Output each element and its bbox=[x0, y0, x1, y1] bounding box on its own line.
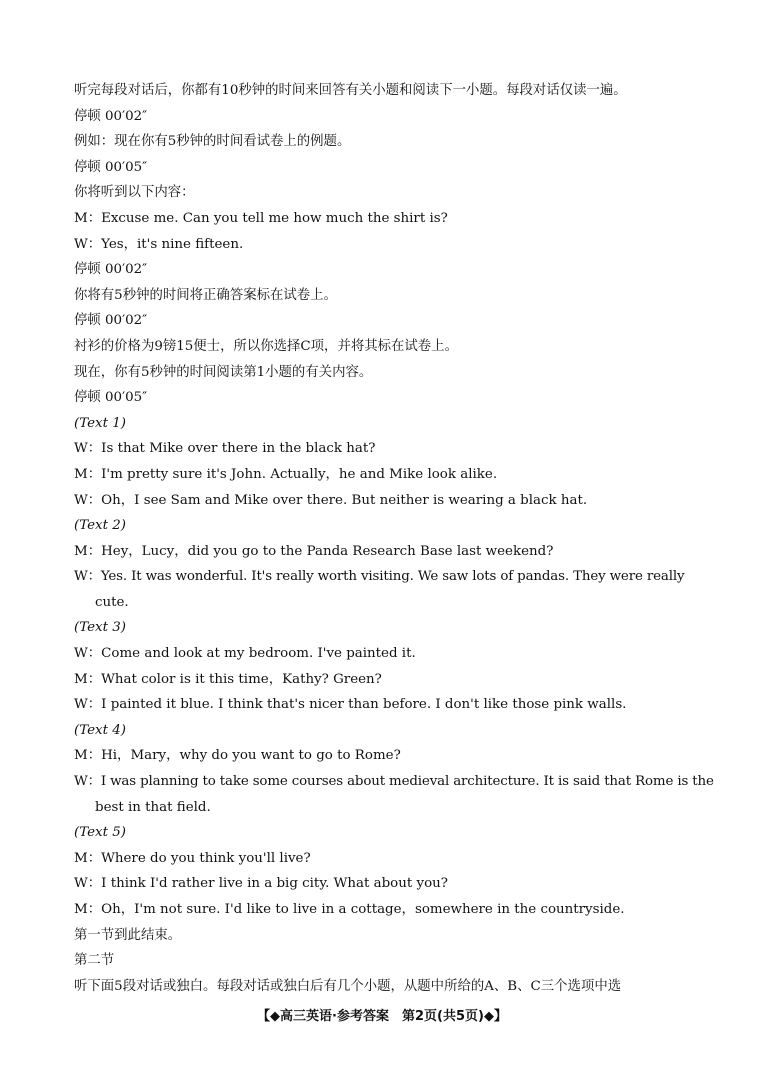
text-label: (Text 5) bbox=[74, 825, 126, 841]
dialogue-line: M：Excuse me. Can you tell me how much the shirt is? bbox=[74, 210, 448, 226]
dialogue-line: W：Yes，it's nine fifteen. bbox=[74, 236, 244, 252]
pause-marker: 停顿 00′05″ bbox=[74, 390, 148, 406]
dialogue-line: M：What color is it this time，Kathy? Green? bbox=[74, 671, 382, 687]
dialogue-line: W：I think I'd rather live in a big city. What about you? bbox=[74, 876, 448, 892]
pause-marker: 停顿 00′05″ bbox=[74, 159, 148, 175]
example-line: 例如：现在你有5秒钟的时间看试卷上的例题。 bbox=[74, 134, 351, 150]
text-label: (Text 4) bbox=[74, 722, 126, 738]
dialogue-line-continued: best in that field. bbox=[95, 799, 211, 815]
section-end: 第一节到此结束。 bbox=[74, 927, 182, 943]
text-label: (Text 2) bbox=[74, 518, 126, 534]
pause-marker: 停顿 00′02″ bbox=[74, 262, 148, 278]
section-heading: 第二节 bbox=[74, 953, 115, 969]
instruction-line: 你将听到以下内容： bbox=[74, 185, 195, 201]
dialogue-line: M：Hey，Lucy，did you go to the Panda Research Base last weekend? bbox=[74, 543, 554, 559]
dialogue-line: M：Hi，Mary，why do you want to go to Rome? bbox=[74, 748, 401, 764]
pause-marker: 停顿 00′02″ bbox=[74, 108, 148, 124]
dialogue-line-continued: cute. bbox=[95, 594, 129, 610]
text-label: (Text 1) bbox=[74, 415, 126, 431]
document-body bbox=[74, 78, 714, 999]
instruction-line: 听完每段对话后，你都有10秒钟的时间来回答有关小题和阅读下一小题。每段对话仅读一遍。 bbox=[74, 83, 627, 98]
text-label: (Text 3) bbox=[74, 620, 126, 636]
dialogue-line: W：Come and look at my bedroom. I've painted it. bbox=[74, 646, 416, 662]
instruction-line: 你将有5秒钟的时间将正确答案标在试卷上。 bbox=[74, 287, 337, 303]
dialogue-line: W：I painted it blue. I think that's nicer than before. I don't like those pink walls. bbox=[74, 697, 627, 713]
dialogue-line: W：I was planning to take some courses about medieval architecture. It is said that Rome is the bbox=[74, 774, 714, 790]
dialogue-line: M：I'm pretty sure it's John. Actually，he and Mike look alike. bbox=[74, 466, 498, 482]
dialogue-line: M：Where do you think you'll live? bbox=[74, 850, 311, 866]
instruction-line: 听下面5段对话或独白。每段对话或独白后有几个小题，从题中所给的A、B、C三个选项中选 bbox=[74, 978, 622, 994]
instruction-line: 衬衫的价格为9镑15便士，所以你选择C项，并将其标在试卷上。 bbox=[74, 338, 458, 354]
dialogue-line: M：Oh，I'm not sure. I'd like to live in a cottage，somewhere in the countryside. bbox=[74, 902, 625, 917]
dialogue-line: W：Yes. It was wonderful. It's really worth visiting. We saw lots of pandas. They were really bbox=[74, 569, 685, 585]
dialogue-line: W：Is that Mike over there in the black hat? bbox=[74, 441, 376, 457]
dialogue-line: W：Oh，I see Sam and Mike over there. But neither is wearing a black hat. bbox=[74, 492, 588, 508]
instruction-line: 现在，你有5秒钟的时间阅读第1小题的有关内容。 bbox=[74, 364, 373, 380]
pause-marker: 停顿 00′02″ bbox=[74, 313, 148, 329]
page-footer: 【◆高三英语·参考答案 第2页(共5页)◆】 bbox=[257, 1009, 507, 1024]
